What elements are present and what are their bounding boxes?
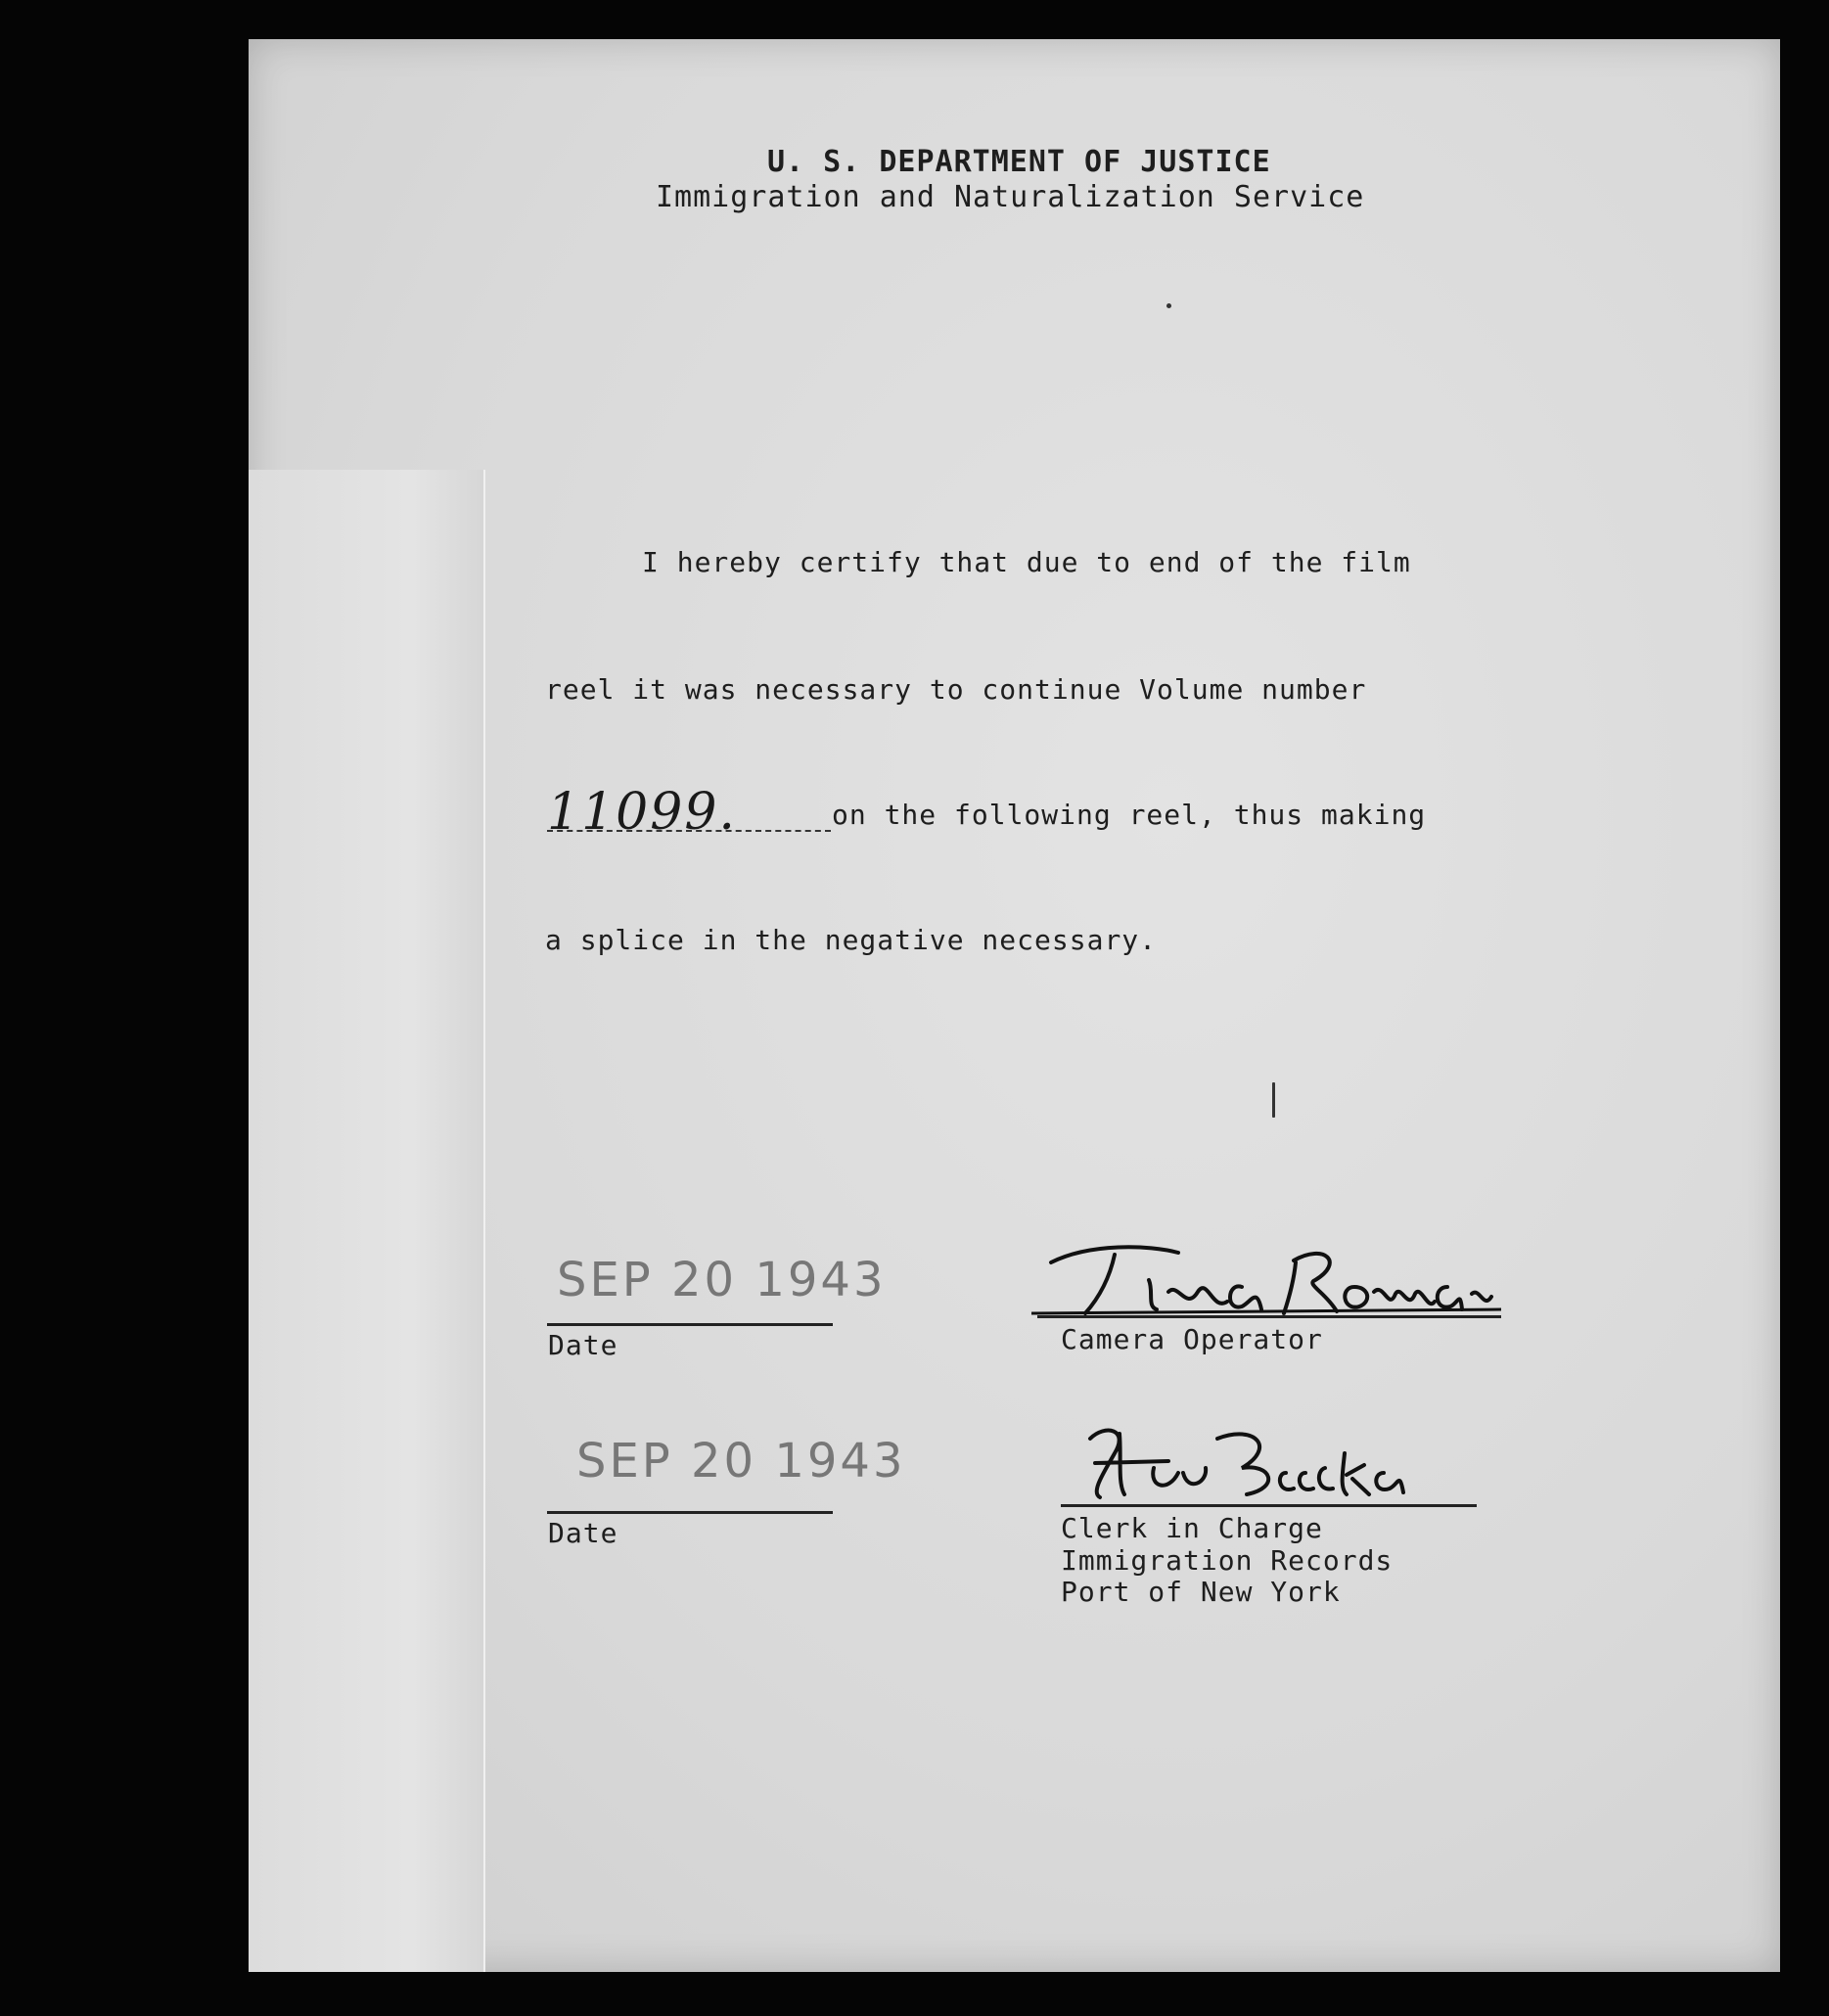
port-line: Port of New York [1061, 1576, 1341, 1608]
certification-line-4: a splice in the negative necessary. [545, 924, 1158, 956]
agency-heading: U. S. DEPARTMENT OF JUSTICE [767, 145, 1271, 179]
camera-operator-label: Camera Operator [1061, 1323, 1323, 1355]
clerk-title-line: Clerk in Charge [1061, 1512, 1323, 1544]
date-line-1 [547, 1323, 833, 1326]
records-office-line: Immigration Records [1061, 1544, 1394, 1577]
signature-line-2 [1061, 1504, 1477, 1507]
date-line-2 [547, 1511, 833, 1514]
speck [1272, 1082, 1275, 1118]
certification-line-2: reel it was necessary to continue Volume number [545, 673, 1367, 706]
volume-number-underline [547, 830, 831, 832]
speck [1166, 303, 1171, 308]
volume-number-handwritten: 11099. [547, 783, 737, 842]
date-label-2: Date [548, 1517, 618, 1549]
date-stamp-1: SEP 20 1943 [557, 1253, 887, 1307]
clerk-signature [1061, 1414, 1482, 1502]
service-heading: Immigration and Naturalization Service [656, 180, 1365, 214]
camera-operator-signature [1031, 1233, 1501, 1321]
certification-line-1: I hereby certify that due to end of the film [642, 546, 1411, 578]
tissue-overlay-strip [249, 470, 485, 1972]
paper-sheet [249, 39, 1780, 1972]
certification-line-3: on the following reel, thus making [832, 799, 1427, 831]
signature-line-1 [1037, 1315, 1501, 1318]
date-label-1: Date [548, 1329, 618, 1361]
date-stamp-2: SEP 20 1943 [576, 1434, 906, 1489]
